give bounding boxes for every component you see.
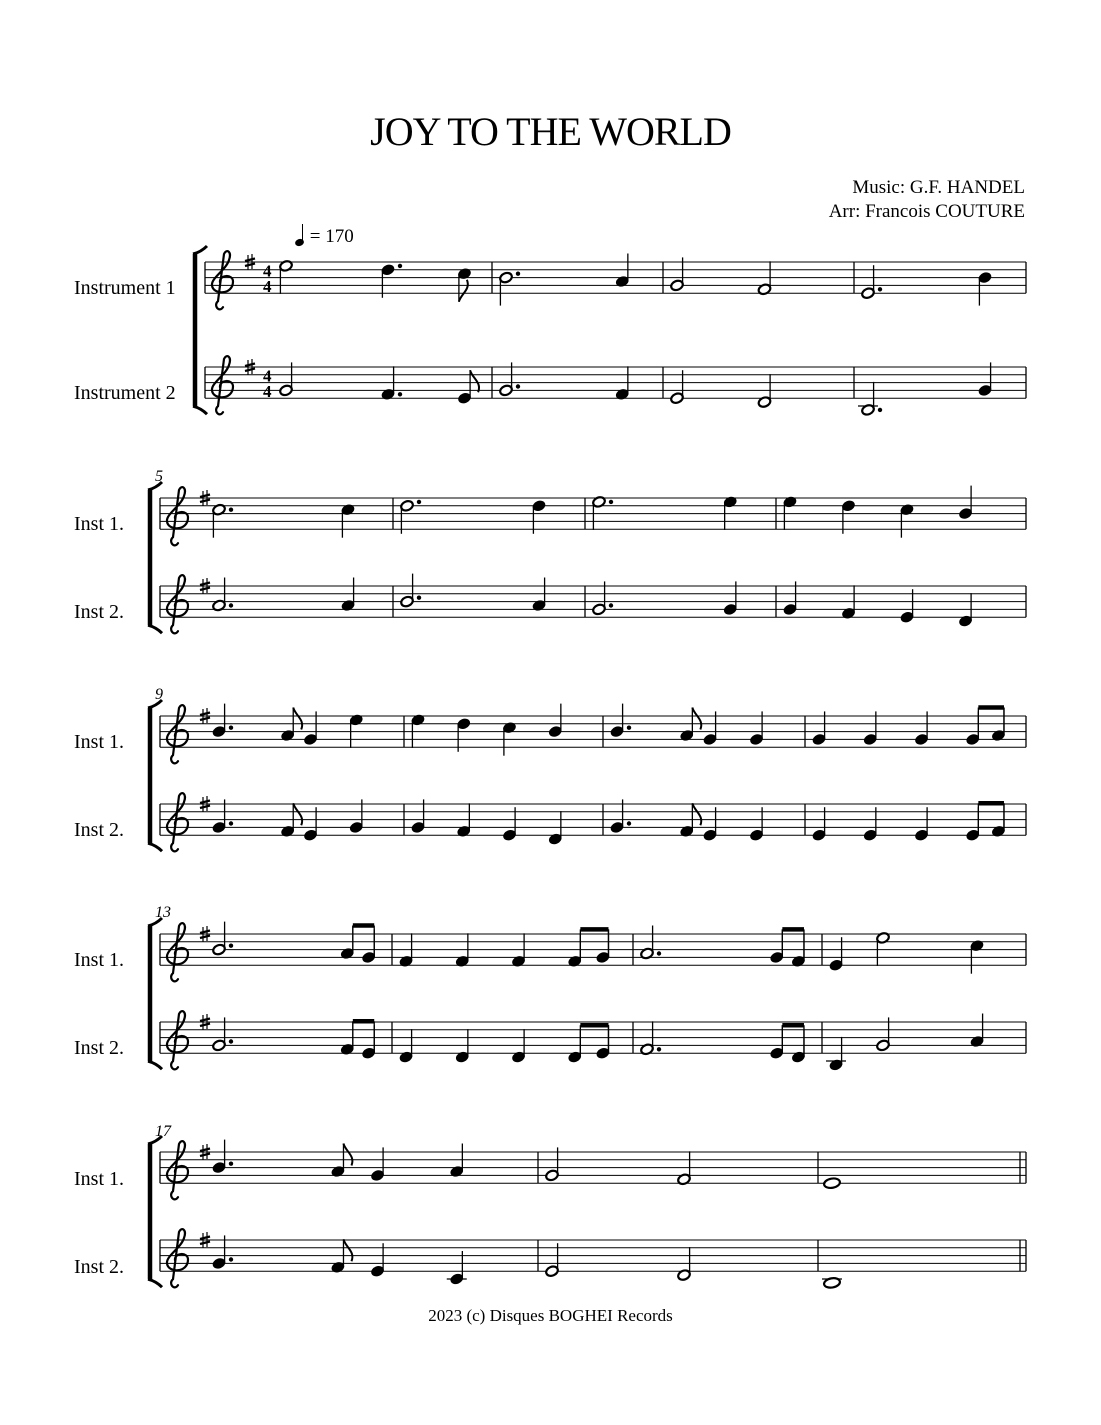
sharp-icon [245,364,255,367]
treble-clef-path [167,575,188,633]
augmentation-dot [229,821,233,825]
system-bracket [148,700,162,708]
treble-clef-path [167,705,188,763]
augmentation-dot [229,944,233,948]
sharp-icon [245,264,255,267]
system-bracket [193,406,207,414]
sharp-icon [200,936,210,939]
treble-clef-icon [167,923,188,981]
treble-clef-icon [167,1229,188,1287]
augmentation-dot [229,1257,233,1261]
staff-label-inst1: Inst 1. [74,949,124,971]
time-signature-bottom: 4 [263,277,272,297]
augmentation-dot [627,821,631,825]
sharp-icon [200,718,210,721]
treble-clef-path [167,487,188,545]
sharp-icon [200,583,210,586]
system-bracket [148,918,162,926]
time-signature-top: 4 [263,261,272,281]
staff-label-inst1: Inst 1. [74,513,124,535]
measure-number: 13 [155,904,171,921]
augmentation-dot [516,272,520,276]
system-bracket [148,1136,162,1144]
augmentation-dot [609,500,613,504]
system-bracket [148,1279,162,1287]
sharp-icon [200,1237,210,1240]
eighth-flag [470,370,479,392]
score-title: JOY TO THE WORLD [370,109,731,154]
augmentation-dot [229,1039,233,1043]
staff-label-inst2: Inst 2. [74,1256,124,1278]
augmentation-dot [878,287,882,291]
augmentation-dot [229,603,233,607]
treble-clef-icon [167,575,188,633]
treble-clef-icon [167,705,188,763]
sharp-icon [245,259,255,262]
tempo-text: = 170 [309,226,354,247]
augmentation-dot [229,726,233,730]
augmentation-dot [878,408,882,412]
sharp-icon [200,713,210,716]
augmentation-dot [398,392,402,396]
staff-label-inst2: Inst 2. [74,601,124,623]
measure-number: 9 [155,686,163,703]
staff-label-inst1: Instrument 1 [74,277,176,299]
augmentation-dot [398,264,402,268]
system-bracket [148,843,162,851]
system-bracket [148,625,162,633]
sharp-icon [200,1019,210,1022]
treble-clef-icon [167,487,188,545]
copyright-footer: 2023 (c) Disques BOGHEI Records [428,1306,673,1325]
arranger-credit: Arr: Francois COUTURE [828,201,1025,222]
augmentation-dot [417,500,421,504]
treble-clef-icon [167,1141,188,1199]
staff-label-inst1: Inst 1. [74,1168,124,1190]
system-bracket [148,482,162,490]
sharp-icon [200,931,210,934]
treble-clef-icon [167,1011,188,1069]
treble-clef-path [167,923,188,981]
augmentation-dot [627,726,631,730]
augmentation-dot [609,603,613,607]
staff-label-inst1: Inst 1. [74,731,124,753]
staff-label-inst2: Inst 2. [74,819,124,841]
treble-clef-icon [167,793,188,851]
augmentation-dot [516,384,520,388]
augmentation-dot [229,1162,233,1166]
system-bracket [193,246,207,254]
treble-clef-path [167,1011,188,1069]
sharp-icon [245,369,255,372]
time-signature-top: 4 [263,366,272,386]
sharp-icon [200,1149,210,1152]
note-head [823,1177,840,1189]
treble-clef-path [212,356,233,414]
sharp-icon [200,801,210,804]
eighth-flag [692,708,701,730]
treble-clef-path [167,1229,188,1287]
sharp-icon [200,495,210,498]
measure-number: 5 [155,468,163,485]
treble-clef-path [167,793,188,851]
sharp-icon [200,500,210,503]
staff-label-inst2: Instrument 2 [74,382,176,404]
eighth-flag [293,708,302,730]
augmentation-dot [657,1047,661,1051]
augmentation-dot [229,508,233,512]
staff-label-inst2: Inst 2. [74,1037,124,1059]
treble-clef-path [212,251,233,309]
treble-clef-icon [212,251,233,309]
measure-number: 17 [155,1123,171,1140]
time-signature-bottom: 4 [263,382,272,402]
sharp-icon [200,806,210,809]
sharp-icon [200,1242,210,1245]
eighth-flag [692,803,701,825]
eighth-flag [459,280,468,302]
treble-clef-path [167,1141,188,1199]
eighth-flag [343,1239,352,1261]
sharp-icon [200,588,210,591]
system-bracket [148,1061,162,1069]
sharp-icon [200,1154,210,1157]
eighth-flag [293,803,302,825]
augmentation-dot [657,951,661,955]
augmentation-dot [417,596,421,600]
composer-credit: Music: G.F. HANDEL [852,177,1025,198]
sharp-icon [200,1024,210,1027]
treble-clef-icon [212,356,233,414]
eighth-flag [343,1144,352,1166]
